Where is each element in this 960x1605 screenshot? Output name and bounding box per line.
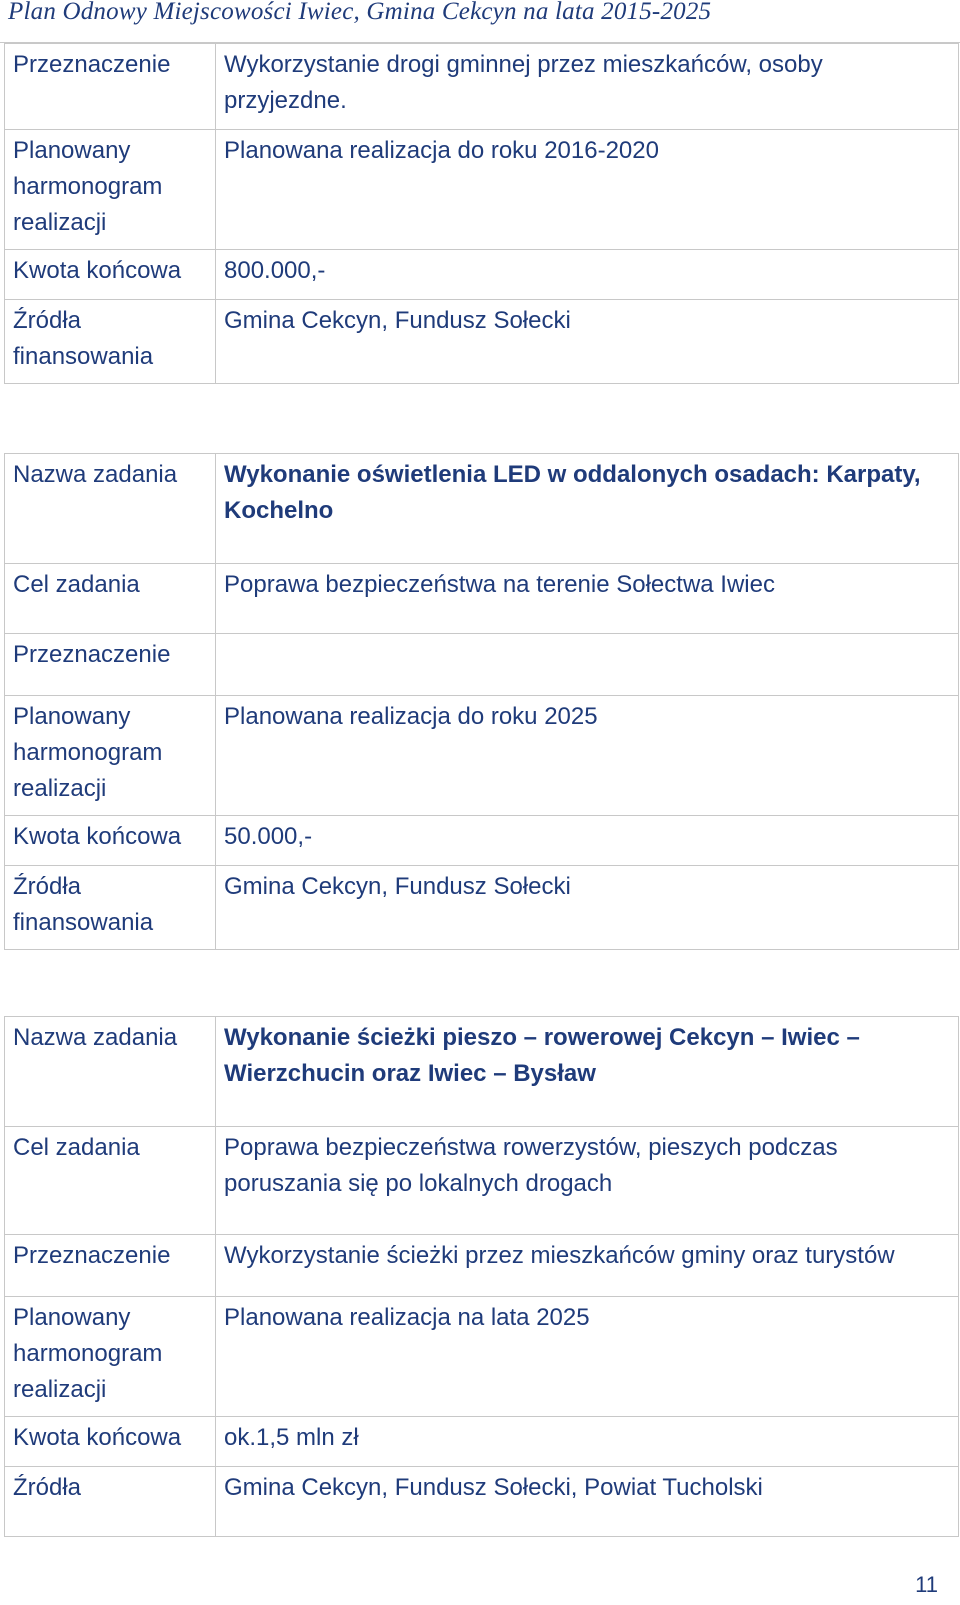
row-label: Przeznaczenie	[5, 634, 216, 696]
row-label: Źródła finansowania	[5, 866, 216, 950]
row-label: Przeznaczenie	[5, 1235, 216, 1297]
table-row	[5, 1467, 959, 1537]
table-row	[5, 1417, 959, 1467]
row-label: Kwota końcowa	[5, 1417, 216, 1467]
table-row	[5, 696, 959, 816]
table-row	[5, 1017, 959, 1127]
row-value: Planowana realizacja do roku 2016-2020	[216, 130, 959, 250]
table-row	[5, 1297, 959, 1417]
page-header-title: Plan Odnowy Miejscowości Iwiec, Gmina Cekcyn na lata 2015-2025	[8, 0, 712, 25]
row-value: ok.1,5 mln zł	[216, 1417, 959, 1467]
row-value: Poprawa bezpieczeństwa na terenie Sołectwa Iwiec	[216, 564, 959, 634]
row-value: Gmina Cekcyn, Fundusz Sołecki, Powiat Tucholski	[216, 1467, 959, 1537]
table-row	[5, 44, 959, 130]
row-label: Nazwa zadania	[5, 1017, 216, 1127]
table-row	[5, 816, 959, 866]
row-value	[216, 634, 959, 696]
row-value: Wykorzystanie ścieżki przez mieszkańców gminy oraz turystów	[216, 1235, 959, 1297]
table-row	[5, 130, 959, 250]
task-table-1	[4, 43, 959, 384]
row-label: Przeznaczenie	[5, 44, 216, 130]
task-name-value: Wykonanie oświetlenia LED w oddalonych osadach: Karpaty, Kochelno	[216, 454, 959, 564]
table-row	[5, 866, 959, 950]
table-row	[5, 250, 959, 300]
row-label: Źródła	[5, 1467, 216, 1537]
row-label: Źródła finansowania	[5, 300, 216, 384]
row-value: Planowana realizacja do roku 2025	[216, 696, 959, 816]
table-row	[5, 1127, 959, 1235]
row-label: Cel zadania	[5, 564, 216, 634]
task-table-3	[4, 1016, 959, 1537]
row-value: Wykorzystanie drogi gminnej przez mieszkańców, osoby przyjezdne.	[216, 44, 959, 130]
task-table-2	[4, 453, 959, 950]
row-label: Nazwa zadania	[5, 454, 216, 564]
row-label: Planowany harmonogram realizacji	[5, 1297, 216, 1417]
row-label: Kwota końcowa	[5, 250, 216, 300]
table-row	[5, 564, 959, 634]
table-row	[5, 454, 959, 564]
row-value: Gmina Cekcyn, Fundusz Sołecki	[216, 866, 959, 950]
table-row	[5, 1235, 959, 1297]
table-row	[5, 300, 959, 384]
row-value: 800.000,-	[216, 250, 959, 300]
row-label: Planowany harmonogram realizacji	[5, 130, 216, 250]
row-label: Planowany harmonogram realizacji	[5, 696, 216, 816]
row-value: Planowana realizacja na lata 2025	[216, 1297, 959, 1417]
task-name-value: Wykonanie ścieżki pieszo – rowerowej Cekcyn – Iwiec – Wierzchucin oraz Iwiec – Bysław	[216, 1017, 959, 1127]
page-number: 11	[915, 1572, 938, 1597]
row-value: 50.000,-	[216, 816, 959, 866]
row-label: Kwota końcowa	[5, 816, 216, 866]
row-value: Gmina Cekcyn, Fundusz Sołecki	[216, 300, 959, 384]
row-value: Poprawa bezpieczeństwa rowerzystów, pieszych podczas poruszania się po lokalnych drogach	[216, 1127, 959, 1235]
row-label: Cel zadania	[5, 1127, 216, 1235]
table-row	[5, 634, 959, 696]
